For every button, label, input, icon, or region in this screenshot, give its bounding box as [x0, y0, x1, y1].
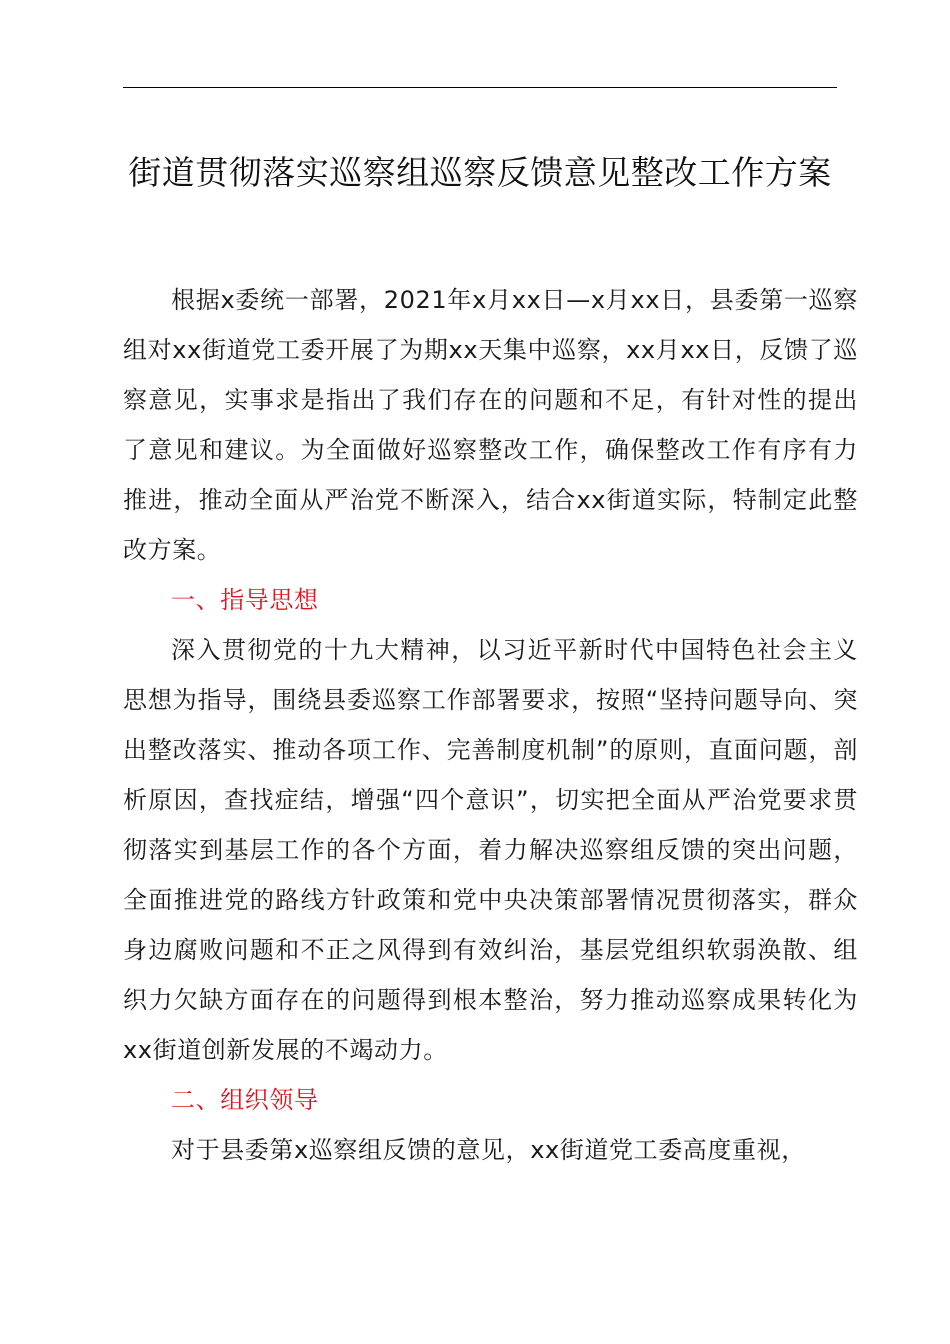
section-heading-guiding-thought: 一、指导思想 — [171, 586, 319, 614]
section-heading-organization: 二、组织领导 — [171, 1086, 319, 1114]
guiding-thought-paragraph: 深入贯彻党的十九大精神，以习近平新时代中国特色社会主义思想为指导，围绕县委巡察工作部署要求，按照“坚持问题导向、突出整改落实、推动各项工作、完善制度机制”的原则，直面问题，剖析原因，查找症结，增强“四个意识”，切实把全面从严治党要求贯彻落实到基层工作的各个方面，着力解决巡察组反馈的突出问题，全面推进党的路线方针政策和党中央决策部署情况贯彻落实，群众身边腐败问题和不正之风得到有效纠治，基层党组织软弱涣散、组织力欠缺方面存在的问题得到根本整治，努力推动巡察成果转化为xx街道创新发展的不竭动力。 — [123, 636, 858, 1064]
document-title: 街道贯彻落实巡察组巡察反馈意见整改工作方案 — [128, 153, 832, 192]
organization-paragraph: 对于县委第x巡察组反馈的意见，xx街道党工委高度重视， — [171, 1136, 806, 1164]
intro-paragraph: 根据x委统一部署，2021年x月xx日—x月xx日，县委第一巡察组对xx街道党工委开展了为期xx天集中巡察，xx月xx日，反馈了巡察意见，实事求是指出了我们存在的问题和不足，有针对性的提出了意见和建议。为全面做好巡察整改工作，确保整改工作有序有力推进，推动全面从严治党不断深入，结合xx街道实际，特制定此整改方案。 — [123, 286, 858, 564]
header-rule — [123, 87, 837, 88]
document-body — [123, 275, 858, 1175]
